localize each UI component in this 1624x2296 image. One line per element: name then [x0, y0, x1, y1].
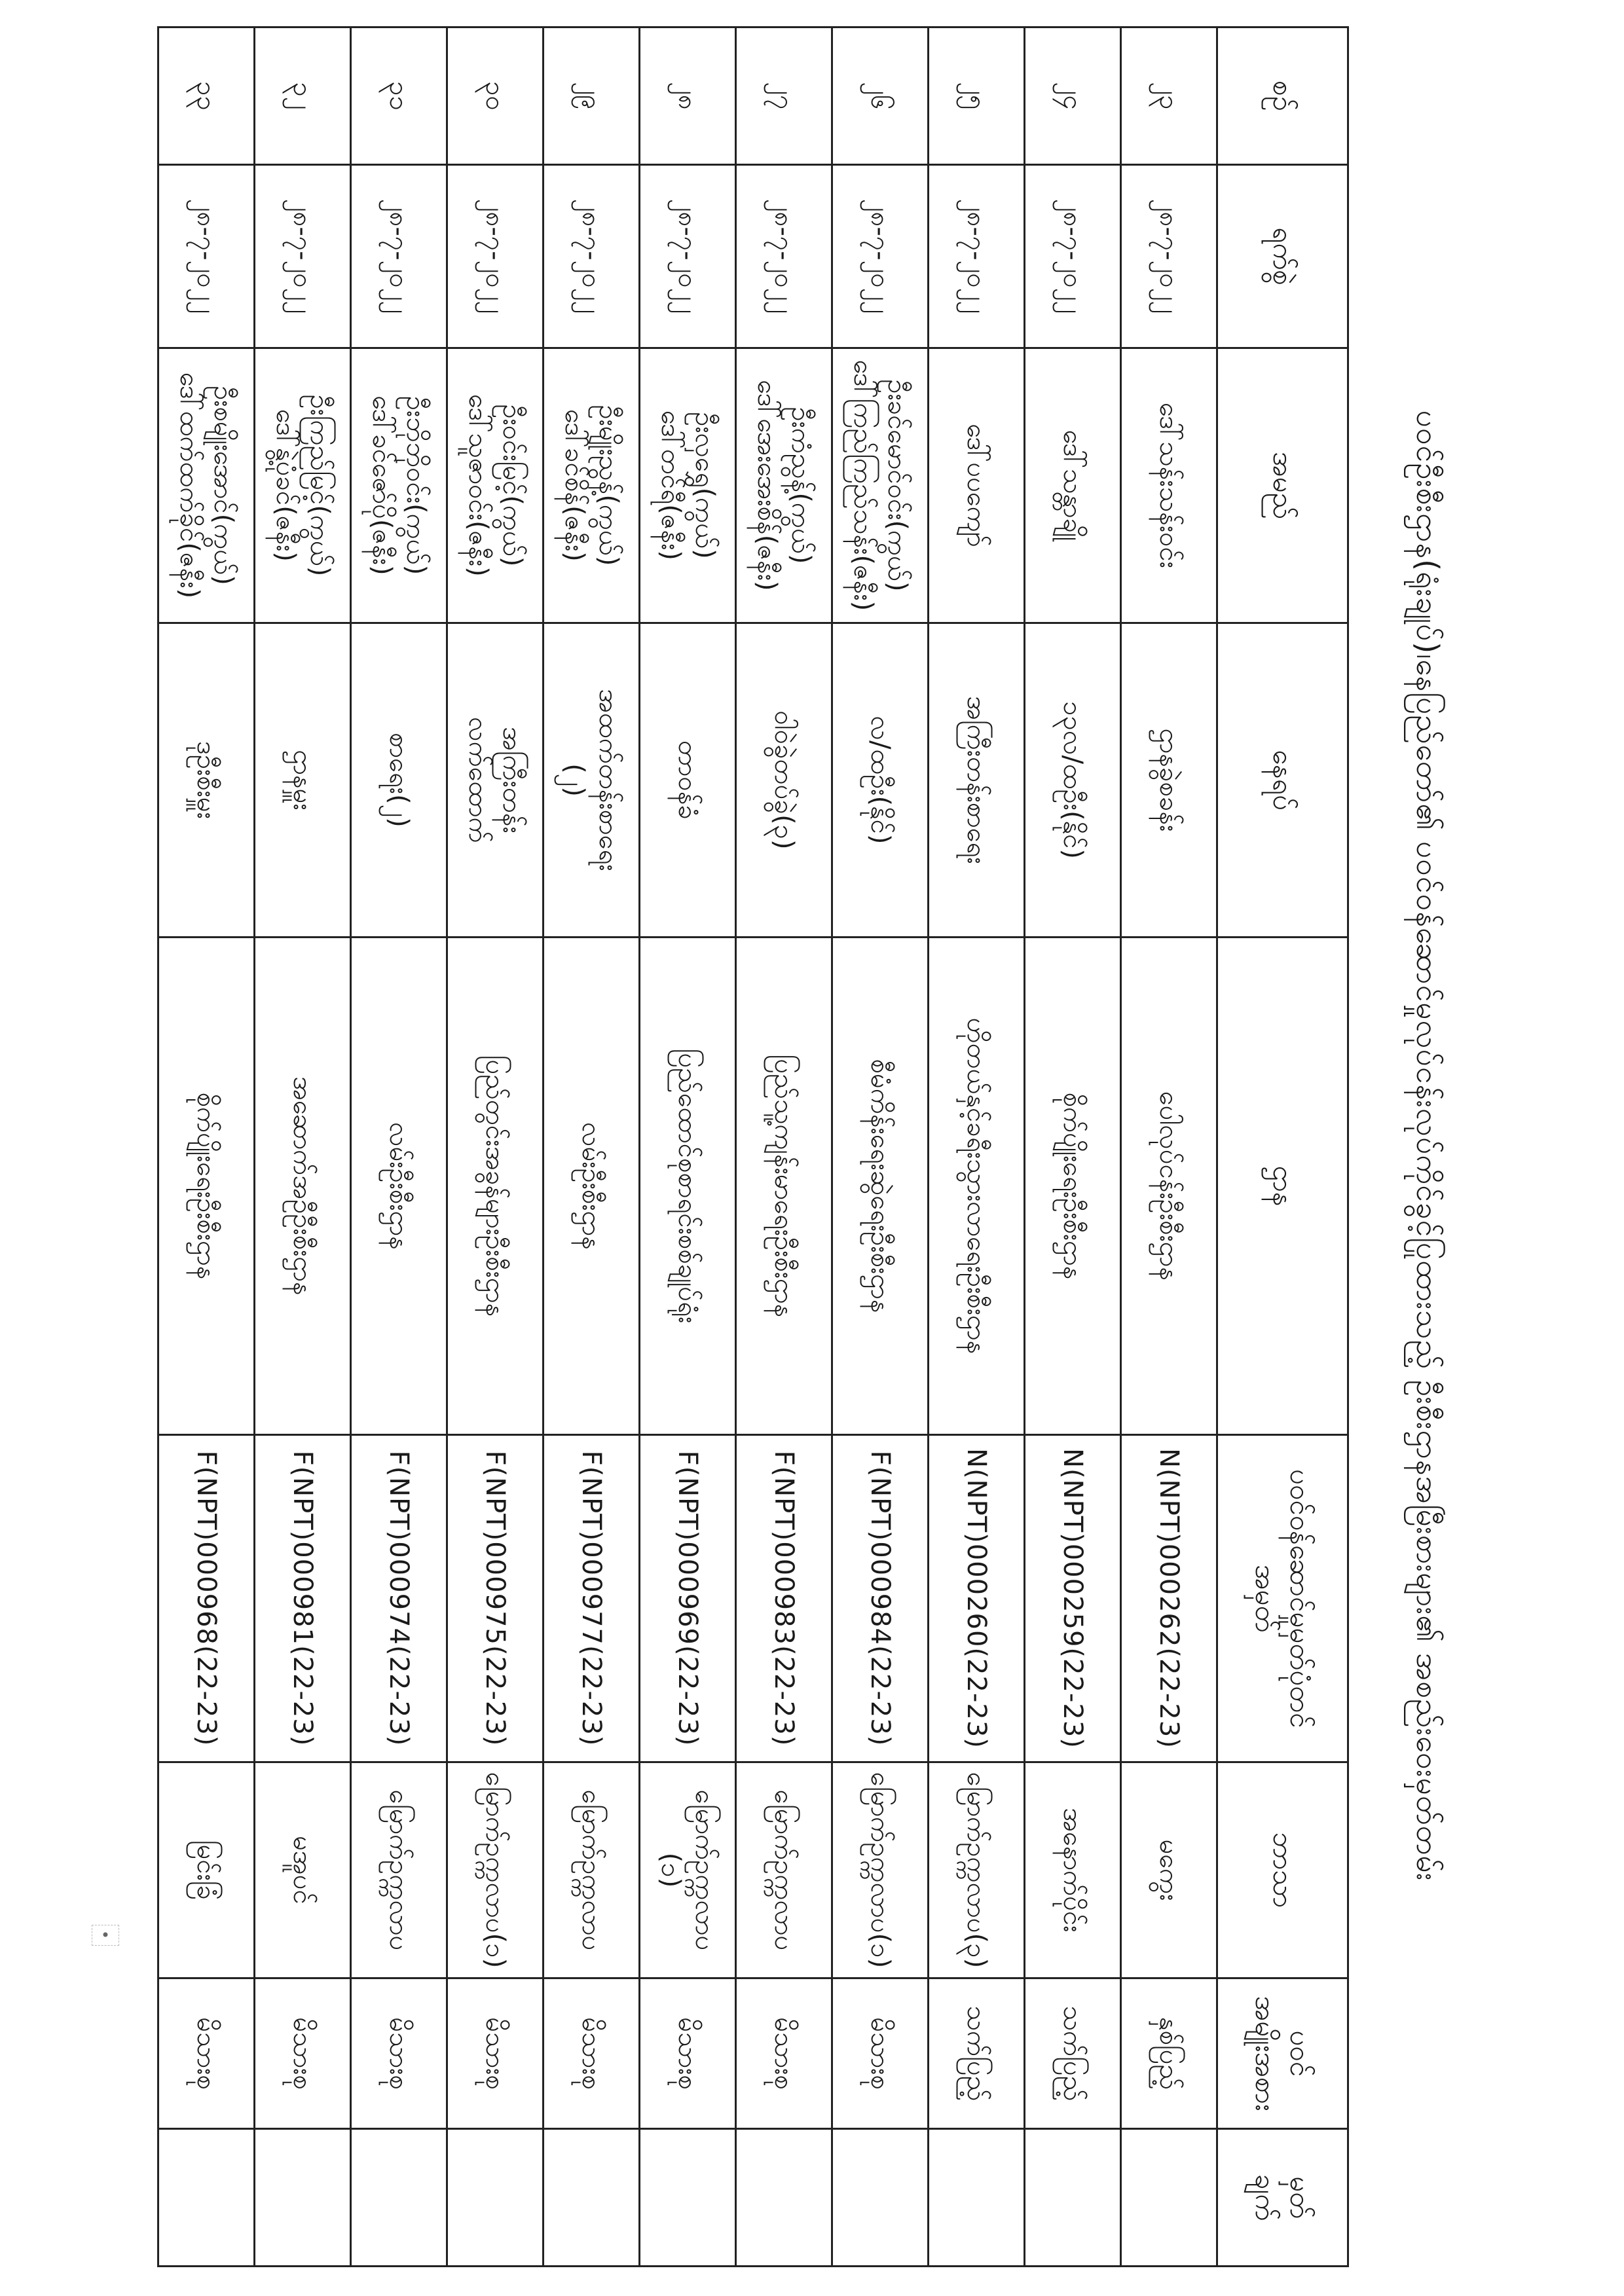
- cell-name: ဒေါ်သန္တာချို: [1025, 348, 1121, 623]
- cell-village: ပြည်သူ့ကျန်းမာရေးဦးစီးဌာန: [736, 938, 832, 1435]
- cell-cert: F(NPT)000977(22-23): [544, 1435, 640, 1762]
- cell-address: တာဝန်ခံ: [640, 623, 736, 938]
- cell-village: အဆောက်အဦဦးစီးဌာန: [255, 938, 351, 1435]
- header-cert: ပဝင်ဝန်ဆောင်မှုမှတ်ပုံတင်အမှတ်: [1217, 1435, 1348, 1762]
- cell-remark: [736, 2129, 832, 2267]
- cell-cert: N(NPT)000259(22-23): [1025, 1435, 1121, 1762]
- cell-subject: မအူပင်: [255, 1762, 351, 1978]
- cell-cert: F(NPT)000983(22-23): [736, 1435, 832, 1762]
- cell-cert: F(NPT)000981(22-23): [255, 1435, 351, 1762]
- cell-ptype: မိသားစု: [158, 1978, 255, 2129]
- cell-name: ဦးမျိုးညွန့်(ကွယ်) ဒေါ်ခင်စိန်(ဇနီး): [544, 348, 640, 623]
- cell-name: ဦးကြည်မြင့်(ကွယ်) ဒေါ်နွဲ့ပုံခင်(ဇနီး): [255, 348, 351, 623]
- cell-village: စိုက်ပျိုးရေးဦးစီးဌာန: [158, 938, 255, 1435]
- cell-name: ဦးခင်မောင်ဝင်း(ကွယ်) ဒေါ်ကြည်ကြည်သန်း(ဇနီး): [832, 348, 929, 623]
- cell-subject: မြောက်ဥက္ကလာပ(၃): [929, 1762, 1025, 1978]
- table-row: [832, 27, 929, 2267]
- cell-ptype: မိသားစု: [544, 1978, 640, 2129]
- table-row: [544, 27, 640, 2267]
- cell-remark: [1025, 2129, 1121, 2267]
- cell-name: ဒေါ်သန်းသန်းဝင်း: [1121, 348, 1217, 623]
- cell-subject: မကွေး: [1121, 1762, 1217, 1978]
- cell-village: ပြည်ထောင်စုစာရင်းစစ်ချုပ်ရုံး: [640, 938, 736, 1435]
- table-row: [351, 27, 447, 2267]
- cell-subject: မြောက်ဥက္ကလာပ(၁): [447, 1762, 544, 1978]
- cell-village: လမ်းဦးစီးဌာန: [351, 938, 447, 1435]
- cell-no: ၂၉: [544, 27, 640, 165]
- table-row: [255, 27, 351, 2267]
- cell-address: ဒုဦးစီးမှူး: [158, 623, 255, 938]
- cell-no: ၂၃: [1121, 27, 1217, 165]
- table-header-row: [1217, 27, 1348, 2267]
- cell-ptype: သက်ပြည့်: [1025, 1978, 1121, 2129]
- cell-address: ဝါဝဲခွဲတပ်ခွဲ(၃): [736, 623, 832, 938]
- cell-date: ၂၈-၇-၂၀၂၂: [736, 165, 832, 348]
- cell-no: ၃၀: [447, 27, 544, 165]
- cell-cert: F(NPT)000974(22-23): [351, 1435, 447, 1762]
- header-no: စဉ်: [1217, 27, 1348, 165]
- cell-name: ဒေါ်ပပကျော်: [929, 348, 1025, 623]
- cell-subject: မြောက်ဥက္ကလာပ: [351, 1762, 447, 1978]
- cell-remark: [832, 2129, 929, 2267]
- cell-subject: မြောက်ဥက္ကလာပ (၁): [640, 1762, 736, 1978]
- cell-village: စီမံကိန်းရေးဆွဲရေးဦးစီးဌာန: [832, 938, 929, 1435]
- cell-village: ပြည်တွင်းအခွန်များဦးစီးဌာန: [447, 938, 544, 1435]
- cell-no: ၂၄: [1025, 27, 1121, 165]
- cell-remark: [351, 2129, 447, 2267]
- header-date: ရက်စွဲ: [1217, 165, 1348, 348]
- cell-remark: [640, 2129, 736, 2267]
- cell-subject: အနောက်ပိုင်း: [1025, 1762, 1121, 1978]
- cell-ptype: သက်ပြည့်: [929, 1978, 1025, 2129]
- cell-date: ၂၈-၇-၂၀၂၂: [1025, 165, 1121, 348]
- cell-no: ၃၁: [351, 27, 447, 165]
- table-row: [447, 27, 544, 2267]
- cell-address: ၁၃လ/ထဦး(နိုင်): [1025, 623, 1121, 938]
- cell-date: ၂၈-၇-၂၀၂၂: [544, 165, 640, 348]
- table-row: [736, 27, 832, 2267]
- cell-remark: [158, 2129, 255, 2267]
- cell-address: စာရေး(၂): [351, 623, 447, 938]
- cell-date: ၂၈-၇-၂၀၂၂: [929, 165, 1025, 348]
- cell-remark: [544, 2129, 640, 2267]
- scan-speck-placeholder: •: [92, 1925, 119, 1946]
- cell-remark: [1121, 2129, 1217, 2267]
- cell-cert: N(NPT)000262(22-23): [1121, 1435, 1217, 1762]
- cell-no: ၂၈: [640, 27, 736, 165]
- cell-subject: မြောက်ဥက္ကလာပ: [544, 1762, 640, 1978]
- document-title: ပဝင်ဦးစီးဌာန(ရုံးချုပ်)၊နေပြည်တော်၏ ပဝင်ဝန်ဆောင်မှုလုပ်ငန်းလုပ်ကိုင်ခွင့်ပြုထားသည့် ဦးစီးဌာနအမြီးစားများ၏ အစည်းဝေးမှတ်တမ်း: [1410, 410, 1446, 1882]
- cell-name: ဦးကံညွန့်(ကွယ်) ဒေါ်အေးအေးစိန်(ဇနီး): [736, 348, 832, 623]
- cell-village: လမ်းဦးစီးဌာန: [544, 938, 640, 1435]
- cell-date: ၂၈-၇-၂၀၂၂: [832, 165, 929, 348]
- cell-village: ပေါလုပ်ငန်းဦးစီးဌာန: [1121, 938, 1217, 1435]
- cell-date: ၂၈-၇-၂၀၂၂: [640, 165, 736, 348]
- header-name: အမည်: [1217, 348, 1348, 623]
- cell-no: ၃၃: [158, 27, 255, 165]
- cell-address: အကြီးတန်း လက်ထောက်: [447, 623, 544, 938]
- cell-date: ၂၈-၇-၂၀၂၂: [158, 165, 255, 348]
- cell-no: ၂၇: [736, 27, 832, 165]
- cell-name: ဦးဝင်းမြင့်(ကွယ်) ဒေါ်သူဇာဝင်း(ဇနီး): [447, 348, 544, 623]
- rotated-register-sheet: [151, 26, 1473, 2265]
- cell-subject: မြောက်ဥက္ကလာပ(၁): [832, 1762, 929, 1978]
- cell-subject: မြောက်ဥက္ကလာပ: [736, 1762, 832, 1978]
- cell-no: ၃၂: [255, 27, 351, 165]
- cell-no: ၂၅: [929, 27, 1025, 165]
- cell-ptype: မိသားစု: [640, 1978, 736, 2129]
- table-row: [1121, 27, 1217, 2267]
- cell-cert: F(NPT)000969(22-23): [640, 1435, 736, 1762]
- cell-name: ဦးလှရွှေ(ကွယ်) ဒေါ်တင်ရီ(ဇနီး): [640, 348, 736, 623]
- table-row: [929, 27, 1025, 2267]
- header-ptype: ပဝင် အမျိုးအစား: [1217, 1978, 1348, 2129]
- cell-ptype: နှစ်ပြည့်: [1121, 1978, 1217, 2129]
- cell-name: ဦးစမျိုးအောင်(ကွယ်) ဒေါ်ထက်ထက်ခိုင်(ဇနီး): [158, 348, 255, 623]
- cell-village: ဟိုတယ်နှင့်ခရီးသွားလာရေးဦးစီးဌာန: [929, 938, 1025, 1435]
- cell-date: ၂၈-၇-၂၀၂၂: [1121, 165, 1217, 348]
- cell-address: ဌာနမှူး: [255, 623, 351, 938]
- table-row: [640, 27, 736, 2267]
- cell-ptype: မိသားစု: [736, 1978, 832, 2129]
- table-row: [158, 27, 255, 2267]
- cell-ptype: မိသားစု: [351, 1978, 447, 2129]
- header-address: နေရပ်: [1217, 623, 1348, 938]
- cell-date: ၂၈-၇-၂၀၂၂: [447, 165, 544, 348]
- cell-date: ၂၈-၇-၂၀၂၂: [255, 165, 351, 348]
- cell-cert: F(NPT)000975(22-23): [447, 1435, 544, 1762]
- cell-name: ဦးဘိုဘိုဝင်း(ကွယ်) ဒေါ်ခင်ဇော်ပို(ဇနီး): [351, 348, 447, 623]
- table-row: [1025, 27, 1121, 2267]
- header-village: ဌာန: [1217, 938, 1348, 1435]
- cell-address: အကြီးတန်းစာရေး: [929, 623, 1025, 938]
- cell-address: အထက်တန်းစာရေး (၂): [544, 623, 640, 938]
- cell-ptype: မိသားစု: [832, 1978, 929, 2129]
- cell-address: လ/ထဦး(နိုင်): [832, 623, 929, 938]
- cell-ptype: မိသားစု: [447, 1978, 544, 2129]
- cell-remark: [255, 2129, 351, 2267]
- cell-address: ဌာနခွဲစခန်း: [1121, 623, 1217, 938]
- cell-subject: မြင်းခြံ: [158, 1762, 255, 1978]
- header-remark: မှတ် ချက်: [1217, 2129, 1348, 2267]
- cell-no: ၂၆: [832, 27, 929, 165]
- header-subject: ဘာသာ: [1217, 1762, 1348, 1978]
- cell-ptype: မိသားစု: [255, 1978, 351, 2129]
- cell-village: စိုက်ပျိုးရေးဦးစီးဌာန: [1025, 938, 1121, 1435]
- cell-remark: [929, 2129, 1025, 2267]
- cell-remark: [447, 2129, 544, 2267]
- cell-date: ၂၈-၇-၂၀၂၂: [351, 165, 447, 348]
- cell-cert: F(NPT)000968(22-23): [158, 1435, 255, 1762]
- cell-cert: N(NPT)000260(22-23): [929, 1435, 1025, 1762]
- cell-cert: F(NPT)000984(22-23): [832, 1435, 929, 1762]
- register-table: [157, 26, 1349, 2267]
